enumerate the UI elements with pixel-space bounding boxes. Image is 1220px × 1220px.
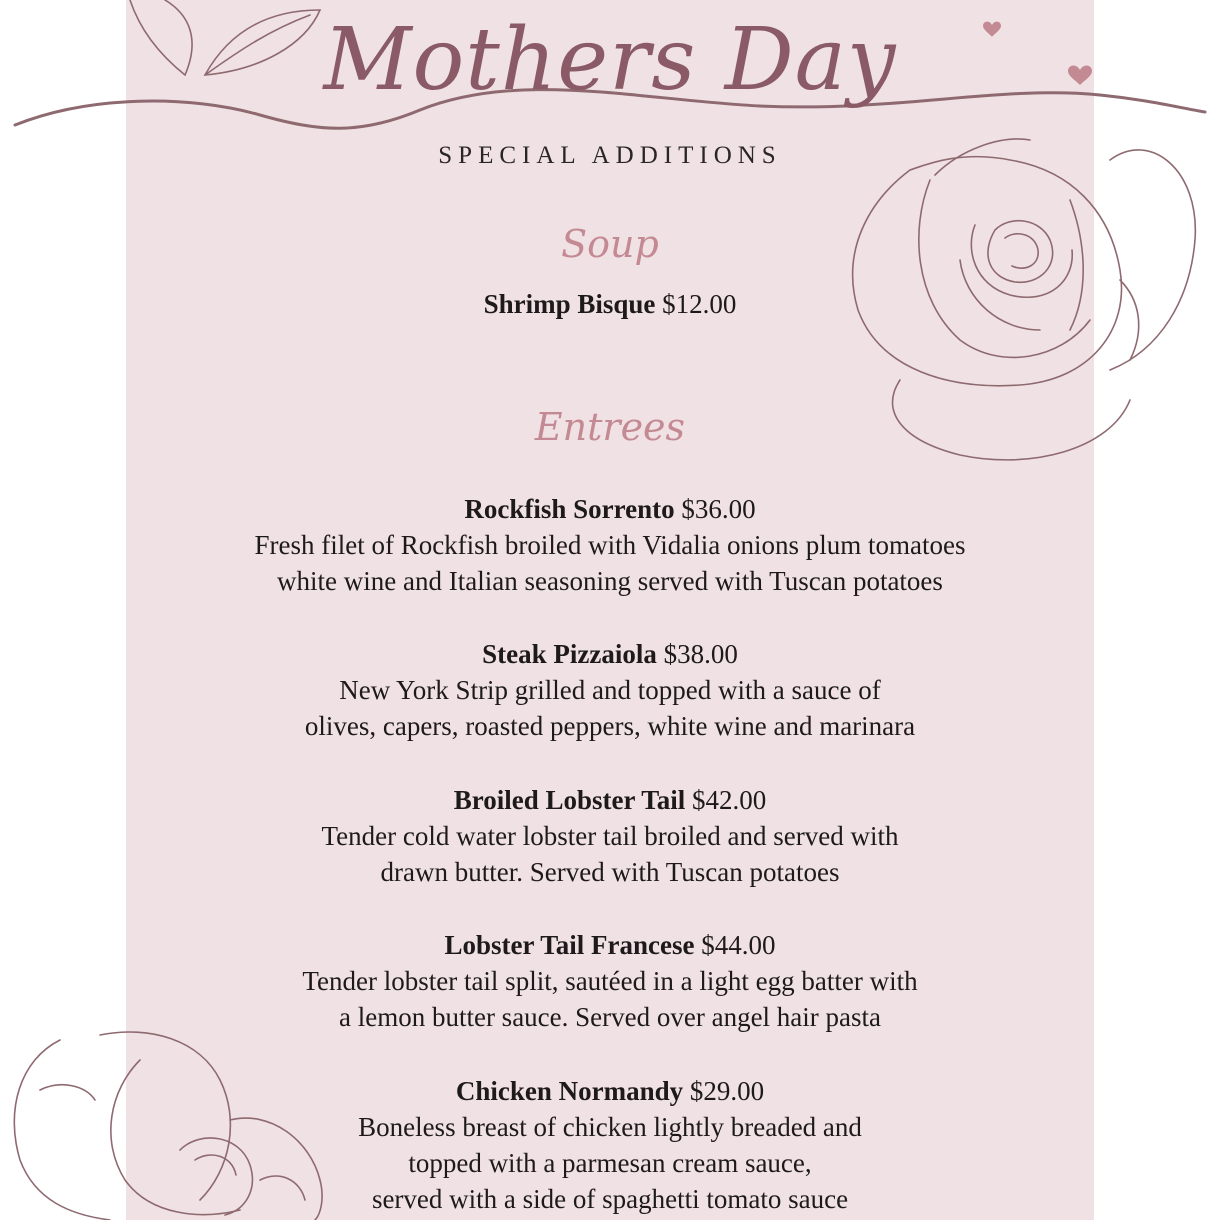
item-name: Chicken Normandy xyxy=(455,1076,684,1106)
item-description: Fresh filet of Rockfish broiled with Vidalia onions plum tomatoes xyxy=(254,530,966,560)
item-price: $42.00 xyxy=(692,785,767,815)
item-price: $29.00 xyxy=(689,1076,765,1106)
item-price: $36.00 xyxy=(681,494,756,524)
item-name: Broiled Lobster Tail xyxy=(453,785,686,815)
menu-item xyxy=(140,286,1080,322)
menu-item xyxy=(140,636,1080,744)
item-description: a lemon butter sauce. Served over angel hair pasta xyxy=(338,1002,882,1032)
menu-item xyxy=(140,491,1080,599)
item-description: Boneless breast of chicken lightly breaded and xyxy=(358,1112,862,1142)
item-name: Lobster Tail Francese xyxy=(444,930,695,960)
item-description: topped with a parmesan cream sauce, xyxy=(408,1148,812,1178)
item-name: Steak Pizzaiola xyxy=(482,639,657,669)
menu-item xyxy=(140,1073,1080,1217)
section-heading-entrees: Entrees xyxy=(534,405,686,449)
menu-item xyxy=(140,927,1080,1035)
item-price: $38.00 xyxy=(663,639,738,669)
menu-item xyxy=(140,782,1080,890)
item-price: $44.00 xyxy=(701,930,776,960)
item-description: olives, capers, roasted peppers, white wine and marinara xyxy=(304,711,916,741)
section-heading-soup: Soup xyxy=(561,222,659,266)
page-subtitle: SPECIAL ADDITIONS xyxy=(438,142,782,169)
item-name: Rockfish Sorrento xyxy=(464,494,675,524)
item-description: white wine and Italian seasoning served with Tuscan potatoes xyxy=(277,566,943,596)
item-description: New York Strip grilled and topped with a sauce of xyxy=(339,675,881,705)
item-name: Shrimp Bisque xyxy=(483,289,656,319)
menu-panel xyxy=(126,0,1094,1220)
page-title: Mothers Day xyxy=(323,10,897,110)
item-price: $12.00 xyxy=(662,289,737,319)
item-description: drawn butter. Served with Tuscan potatoes xyxy=(380,857,840,887)
item-description: Tender cold water lobster tail broiled and served with xyxy=(321,821,899,851)
item-description: Tender lobster tail split, sautéed in a light egg batter with xyxy=(302,966,918,996)
item-description: served with a side of spaghetti tomato sauce xyxy=(371,1184,849,1214)
